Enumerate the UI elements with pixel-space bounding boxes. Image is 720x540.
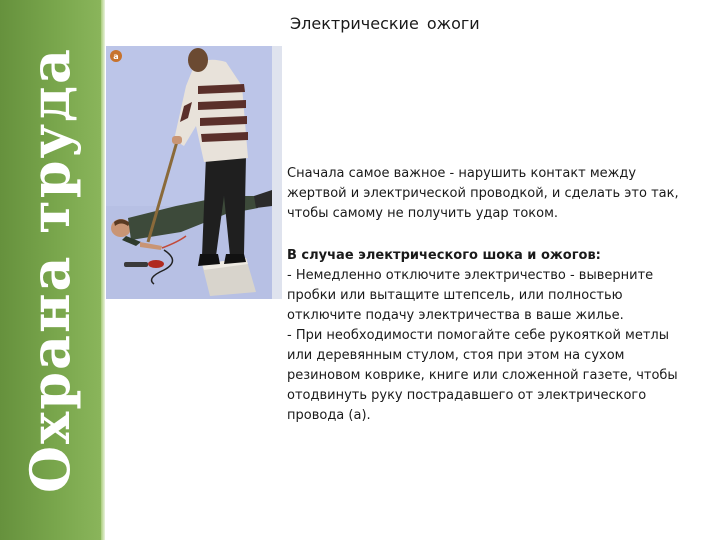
- sidebar: [0, 0, 101, 540]
- intro-paragraph: Сначала самое важное - нарушить контакт между жертвой и электрической проводкой, и сделать это так, чтобы самому не получить удар током.: [287, 166, 679, 221]
- illustration-label: а: [113, 52, 119, 61]
- photo-border: [272, 46, 282, 299]
- instructions-heading: В случае электрического шока и ожогов:: [287, 248, 601, 263]
- illustration-photo: [106, 46, 272, 299]
- rescuer-head: [188, 48, 208, 72]
- electric-plug: [148, 260, 164, 268]
- instructions-block: [287, 246, 697, 426]
- instruction-item: - При необходимости помогайте себе рукояткой метлы или деревянным стулом, стоя при этом на сухом резиновом коврике, книге или сложенной газете, чтобы отодвинуть руку пострадавшего от электрического провода (а).: [287, 328, 678, 423]
- instruction-item: - Немедленно отключите электричество - выверните пробки или вытащите штепсель, или полностью отключите подачу электричества в ваше жилье.: [287, 268, 654, 323]
- sidebar-edge: [101, 0, 105, 540]
- sidebar-title: Охрана труда: [18, 46, 82, 494]
- content-body: [287, 164, 697, 448]
- rescuer-illustration: [106, 46, 272, 299]
- slide-title: Электрические ожоги: [290, 14, 480, 33]
